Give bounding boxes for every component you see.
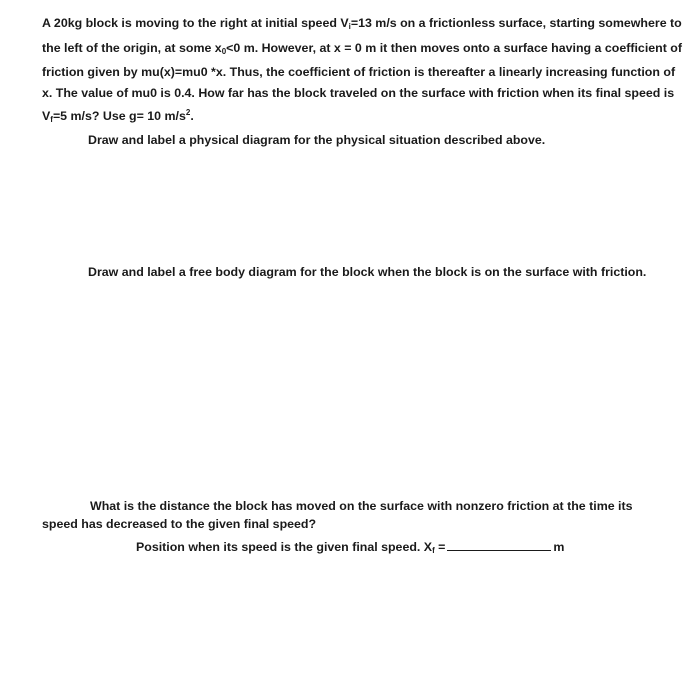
problem-text-5: . xyxy=(190,109,194,124)
problem-statement xyxy=(42,13,682,131)
subscript-i: i xyxy=(348,22,351,31)
physical-diagram-prompt: Draw and label a physical diagram for the physical situation described above. xyxy=(88,133,546,147)
subscript-0: 0 xyxy=(221,46,227,56)
problem-text-4: =5 m/s? Use g= 10 m/s xyxy=(52,109,186,124)
free-body-diagram-prompt: Draw and label a free body diagram for the block when the block is on the surface with friction. xyxy=(88,265,647,279)
answer-unit: m xyxy=(553,540,565,554)
answer-equals: = xyxy=(434,540,446,554)
answer-line xyxy=(136,537,564,561)
answer-blank[interactable] xyxy=(447,538,551,551)
answer-prefix: Position when its speed is the given final speed. X xyxy=(136,540,433,554)
problem-text-1: A 20kg block is moving to the right at initial speed V xyxy=(42,16,349,30)
answer-subscript: f xyxy=(432,546,435,555)
problem-text-2: =13 m/s on a frictionless surface, starting somewhere to the left of the origin, at some x xyxy=(42,16,682,55)
distance-question-line-1: What is the distance the block has moved on the surface with nonzero friction at the time its xyxy=(90,499,633,513)
superscript-2: 2 xyxy=(185,108,191,118)
distance-question-line-2: speed has decreased to the given final speed? xyxy=(42,517,317,531)
subscript-f: f xyxy=(50,115,53,125)
problem-text-3: <0 m. However, at x = 0 m it then moves onto a surface having a coefficient of friction given by mu(x)=mu0 *x. Thus, the coefficient of friction is thereafter a linearly increasing function of x. The value of mu0 is 0.4. How far has the block traveled on the surface with friction when its final speed is V xyxy=(42,40,682,124)
